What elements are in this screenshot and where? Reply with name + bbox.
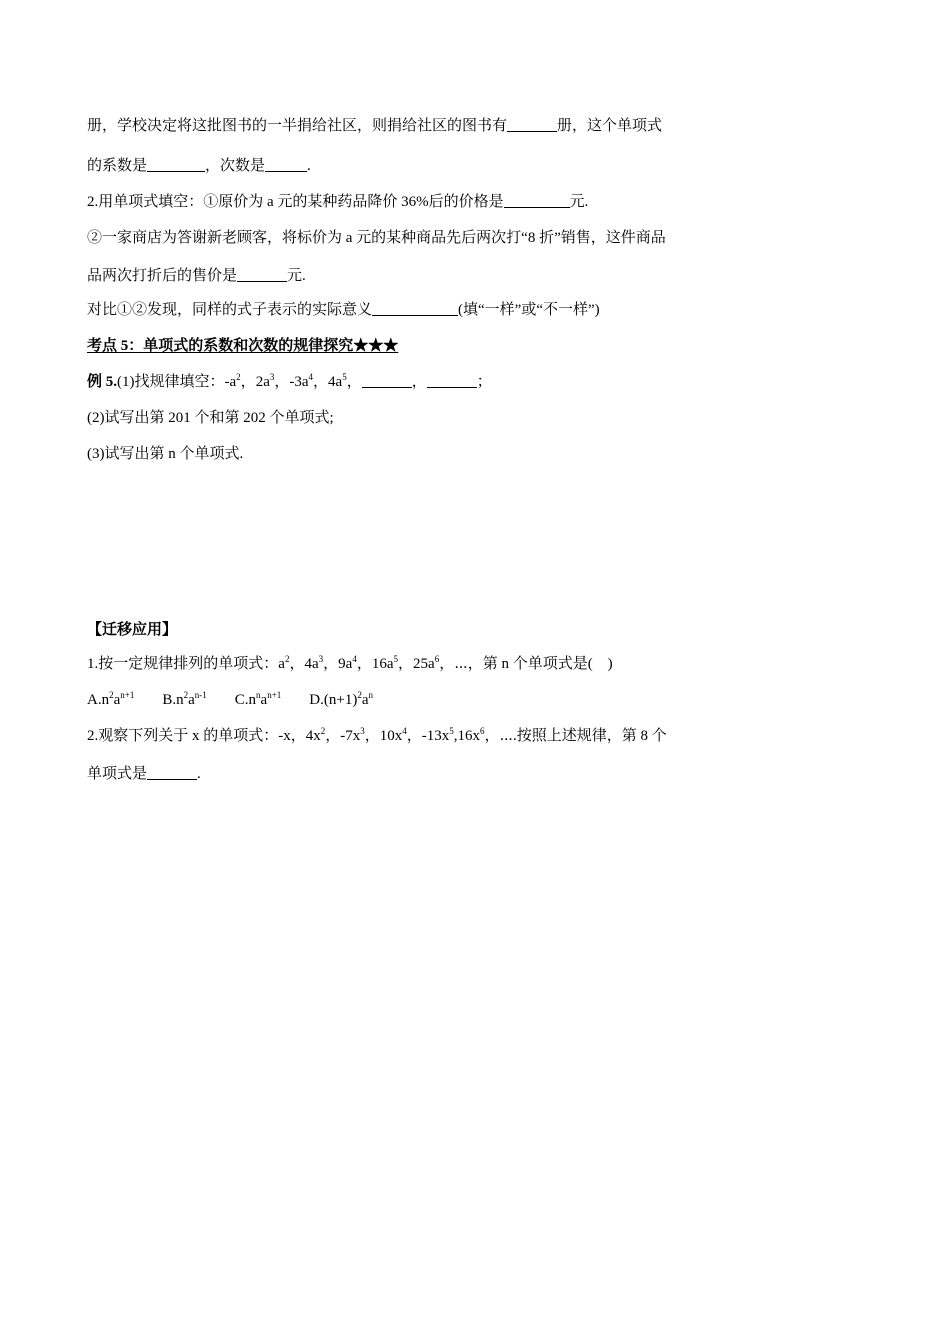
text-segment: ，-13x — [406, 728, 450, 744]
text-line-2 — [87, 156, 311, 176]
text-segment: ,16x — [453, 728, 481, 744]
answer-blank[interactable] — [147, 765, 197, 780]
transfer-problem-2-line-2 — [87, 764, 201, 784]
text-segment: 2.用单项式填空：①原价为 a 元的某种药品降价 36%后的价格是 — [87, 194, 504, 210]
text-segment: 元. — [569, 194, 589, 210]
text-line-6 — [87, 300, 600, 320]
example-5-question-1 — [87, 372, 492, 392]
separator: ， — [240, 374, 256, 390]
separator: ， — [289, 656, 305, 672]
transfer-section-title: 【迁移应用】 — [87, 622, 178, 638]
term: 4a — [304, 656, 319, 672]
exponent: 2 — [236, 372, 241, 382]
transfer-problem-1 — [87, 654, 613, 674]
example-label: 例 5. — [87, 374, 118, 390]
term: 2a — [255, 374, 270, 390]
exponent: n+1 — [267, 690, 282, 700]
term: 4a — [328, 374, 343, 390]
answer-blank[interactable] — [362, 373, 412, 388]
answer-blank[interactable] — [372, 301, 458, 316]
term: 16a — [371, 656, 394, 672]
option-text: a — [188, 692, 195, 708]
text-segment: 1.按一定规律排列的单项式： — [87, 656, 279, 672]
answer-blank[interactable] — [427, 373, 477, 388]
separator: ， — [313, 374, 329, 390]
exponent: 4 — [352, 654, 357, 664]
option-text: a — [113, 692, 121, 708]
exponent: 3 — [360, 726, 365, 736]
text-segment: (填“一样”或“不一样”) — [458, 302, 600, 318]
option-text: D.(n+1) — [309, 692, 358, 708]
answer-blank[interactable] — [507, 117, 557, 132]
exponent: n-1 — [194, 690, 207, 700]
exponent: 2 — [109, 690, 114, 700]
separator: ， — [411, 374, 427, 390]
answer-blank[interactable] — [504, 193, 570, 208]
term: 25a — [413, 656, 435, 672]
exponent: 5 — [342, 372, 347, 382]
answer-blank[interactable] — [265, 157, 307, 172]
text-line-4 — [87, 228, 666, 248]
text-segment: (1)找规律填空： — [117, 374, 225, 390]
section-heading: 考点 5：单项式的系数和次数的规律探究★★★ — [87, 338, 399, 354]
text-segment: 元. — [287, 268, 306, 284]
exponent: 6 — [434, 654, 440, 664]
option-text: a — [260, 692, 268, 708]
transfer-problem-2 — [87, 726, 667, 746]
option-text: C.n — [234, 692, 257, 708]
text-segment: 的系数是 — [87, 158, 148, 174]
separator: ， — [323, 656, 339, 672]
text-segment: 对比①②发现，同样的式子表示的实际意义 — [87, 302, 373, 318]
term: 9a — [338, 656, 353, 672]
text-segment: 单项式是 — [87, 766, 148, 782]
option-text: B.n — [162, 692, 184, 708]
option-text: a — [361, 692, 369, 708]
option-c[interactable] — [235, 690, 282, 710]
term: a — [278, 656, 285, 672]
option-d[interactable] — [309, 690, 373, 710]
exponent: n+1 — [120, 690, 135, 700]
text-segment: 品两次打折后的售价是 — [87, 268, 238, 284]
exponent: 4 — [308, 372, 314, 382]
exponent: 5 — [449, 726, 454, 736]
exponent: 2 — [320, 726, 326, 736]
text-segment: ，⋯.按照上述规律，第 8 个 — [484, 728, 667, 744]
text-line-3 — [87, 192, 588, 212]
transfer-problem-1-options — [87, 690, 401, 710]
example-5-question-2: (2)试写出第 201 个和第 202 个单项式; — [87, 410, 334, 426]
text-line-1 — [87, 116, 662, 136]
text-segment: ，10x — [364, 728, 403, 744]
example-5-question-3: (3)试写出第 n 个单项式. — [87, 446, 244, 462]
separator: ， — [274, 374, 290, 390]
text-segment: ，次数是 — [205, 158, 266, 174]
text-segment: . — [197, 766, 201, 782]
exponent: 3 — [318, 654, 324, 664]
exponent: 2 — [284, 654, 290, 664]
option-b[interactable] — [162, 690, 206, 710]
exponent: n — [368, 690, 374, 700]
term: -a — [224, 374, 237, 390]
separator: ， — [398, 656, 414, 672]
exponent: 6 — [480, 726, 485, 736]
separator: ， — [346, 374, 362, 390]
exponent: 4 — [402, 726, 407, 736]
exponent: 5 — [393, 654, 398, 664]
text-segment: 册，学校决定将这批图书的一半捐给社区，则捐给社区的图书有 — [87, 118, 508, 134]
answer-blank[interactable] — [147, 157, 205, 172]
text-segment: 2.观察下列关于 x 的单项式：-x，4x — [87, 728, 321, 744]
exponent: 3 — [269, 372, 275, 382]
text-segment: ，⋯，第 n 个单项式是( ) — [439, 656, 613, 672]
exponent: n — [256, 690, 261, 700]
separator: ， — [356, 656, 372, 672]
text-segment: ②一家商店为答谢新老顾客，将标价为 a 元的某种商品先后两次打“8 折”销售，这件商品 — [87, 230, 666, 246]
text-segment: 册，这个单项式 — [557, 118, 663, 134]
term: -3a — [289, 374, 309, 390]
exponent: 2 — [183, 690, 189, 700]
option-text: A.n — [87, 692, 110, 708]
text-segment: . — [307, 158, 311, 174]
option-a[interactable] — [87, 690, 134, 710]
exponent: 2 — [357, 690, 362, 700]
separator: ； — [476, 374, 492, 390]
text-segment: ，-7x — [325, 728, 361, 744]
text-line-5 — [87, 266, 306, 286]
answer-blank[interactable] — [237, 267, 287, 282]
